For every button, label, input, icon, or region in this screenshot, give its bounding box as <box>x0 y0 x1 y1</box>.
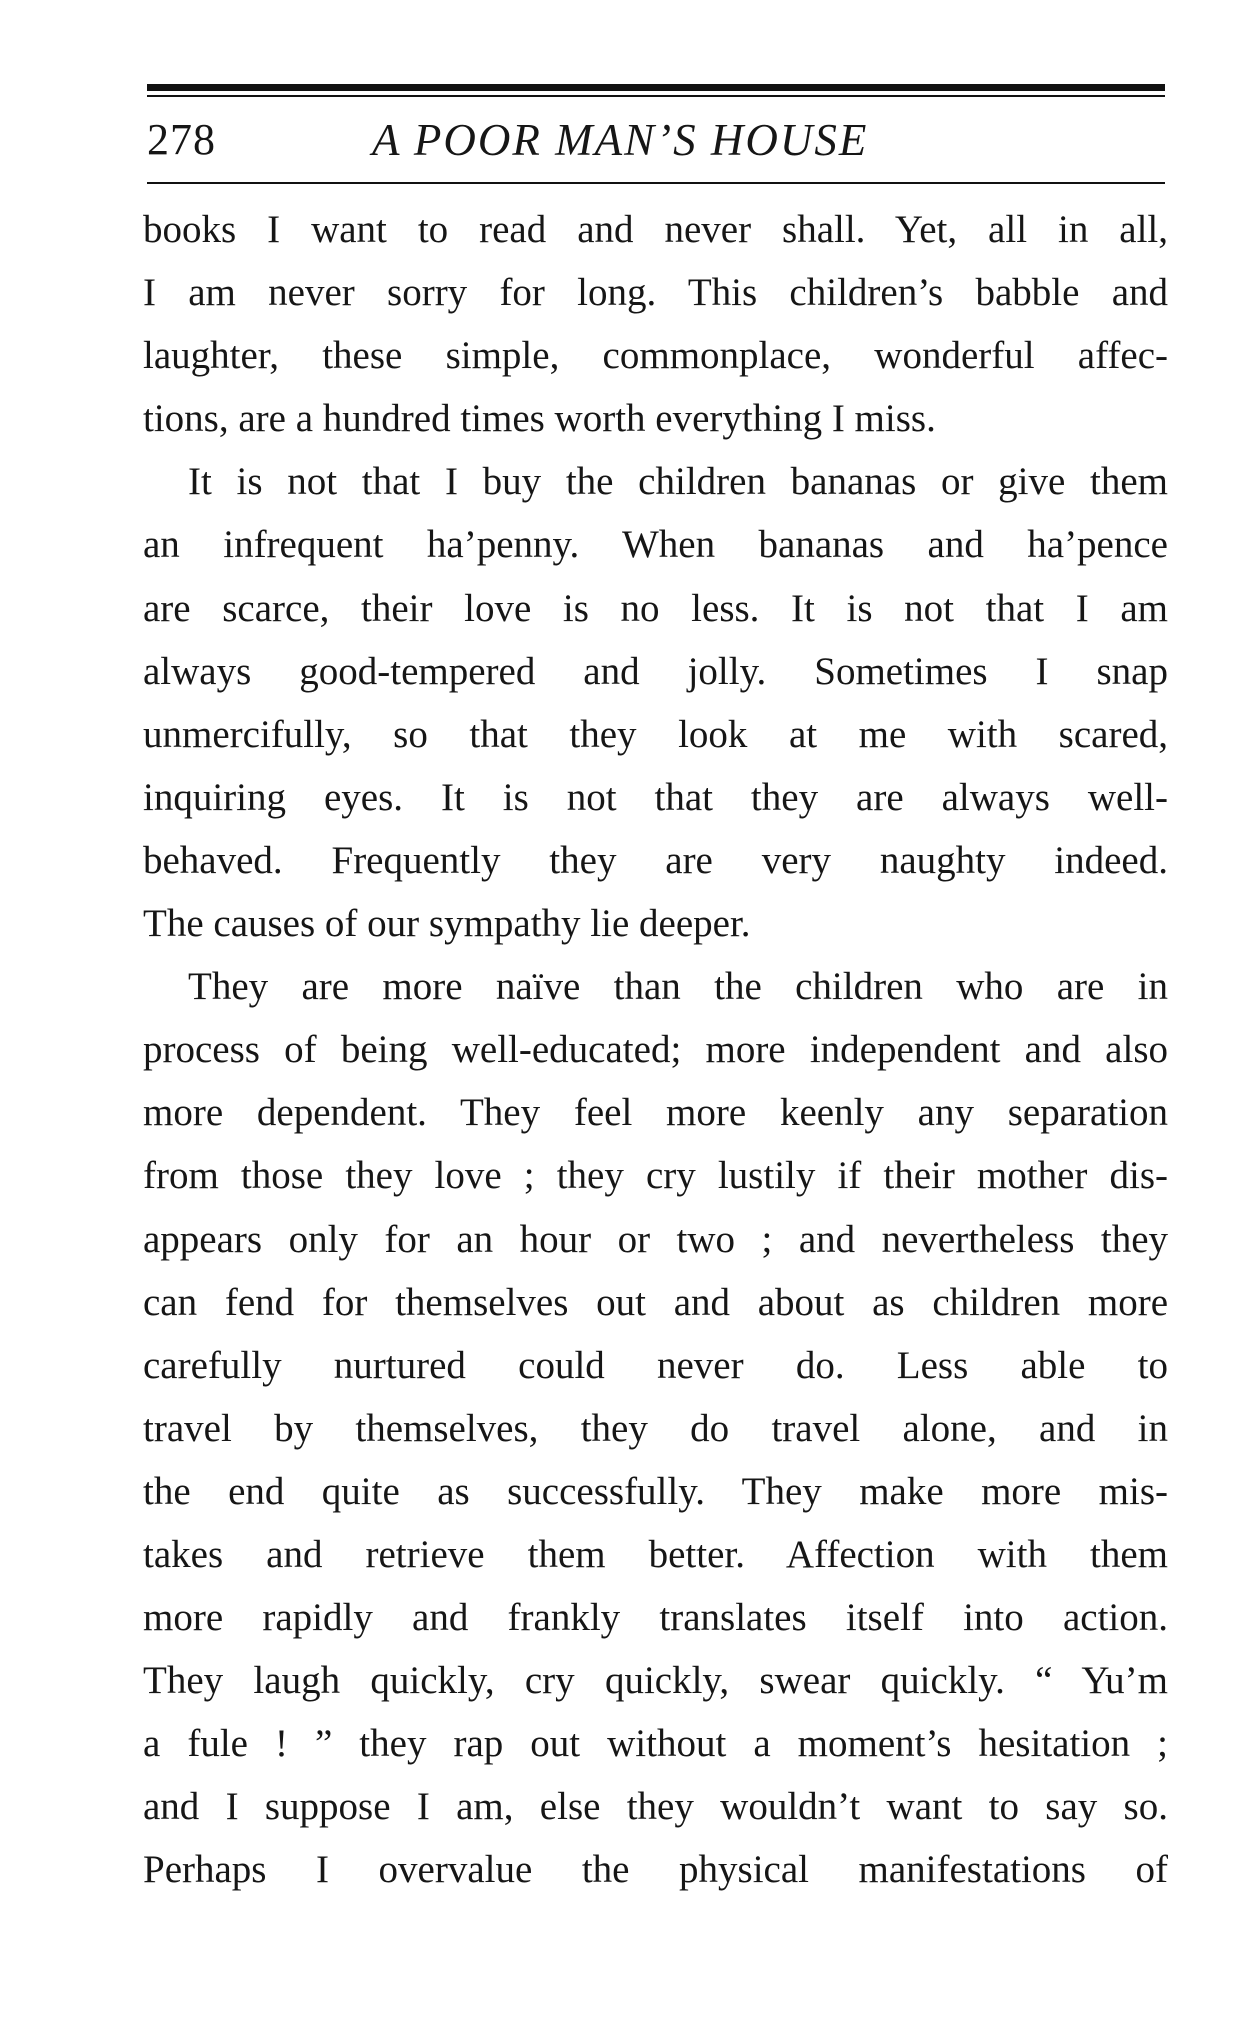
text-line: more rapidly and frankly translates itself into action. <box>143 1596 1168 1640</box>
text-line: an infrequent ha’penny. When bananas and ha’pence <box>143 523 1168 567</box>
text-line: books I want to read and never shall. Yet, all in all, <box>143 208 1168 251</box>
text-line: laughter, these simple, commonplace, wonderful affec- <box>143 334 1168 378</box>
text-line: It is not that I buy the children bananas or give them <box>188 460 1168 504</box>
text-line: tions, are a hundred times worth everything I miss. <box>143 397 936 441</box>
text-line: are scarce, their love is no less. It is not that I am <box>143 586 1168 630</box>
paragraph-1 <box>143 198 1168 450</box>
text-line: always good-tempered and jolly. Sometimes I snap <box>143 649 1168 693</box>
text-line: from those they love ; they cry lustily if their mother dis- <box>143 1154 1168 1198</box>
running-header <box>147 108 1165 172</box>
text-line: Perhaps I overvalue the physical manifestations of <box>143 1848 1168 1892</box>
page-number: 278 <box>147 115 216 164</box>
paragraph-2 <box>143 450 1168 955</box>
text-line: travel by themselves, they do travel alone, and in <box>143 1406 1168 1450</box>
text-line: carefully nurtured could never do. Less able to <box>143 1343 1168 1387</box>
header-rule-thin <box>147 95 1165 97</box>
text-line: inquiring eyes. It is not that they are always well- <box>143 775 1168 819</box>
text-line: more dependent. They feel more keenly any separation <box>143 1091 1168 1135</box>
text-line: They are more naïve than the children who are in <box>188 965 1168 1009</box>
text-line: The causes of our sympathy lie deeper. <box>143 902 751 946</box>
text-line: the end quite as successfully. They make more mis- <box>143 1469 1168 1513</box>
running-title: A POOR MAN’S HOUSE <box>372 115 869 165</box>
text-line: unmercifully, so that they look at me with scared, <box>143 712 1168 756</box>
text-line: a fule ! ” they rap out without a moment’s hesitation ; <box>143 1722 1168 1766</box>
header-underline-rule <box>147 182 1165 184</box>
text-line: I am never sorry for long. This children’s babble and <box>143 271 1168 315</box>
text-line: behaved. Frequently they are very naughty indeed. <box>143 838 1168 882</box>
header-rule-thick <box>147 84 1165 91</box>
text-line: can fend for themselves out and about as children more <box>143 1280 1168 1324</box>
text-line: appears only for an hour or two ; and nevertheless they <box>143 1217 1168 1261</box>
text-line: They laugh quickly, cry quickly, swear quickly. “ Yu’m <box>143 1659 1168 1703</box>
text-line: takes and retrieve them better. Affection with them <box>143 1532 1168 1576</box>
paragraph-3 <box>143 955 1168 1901</box>
body-text <box>143 198 1168 1902</box>
text-line: process of being well-educated; more independent and also <box>143 1028 1168 1072</box>
text-line: and I suppose I am, else they wouldn’t want to say so. <box>143 1785 1168 1829</box>
